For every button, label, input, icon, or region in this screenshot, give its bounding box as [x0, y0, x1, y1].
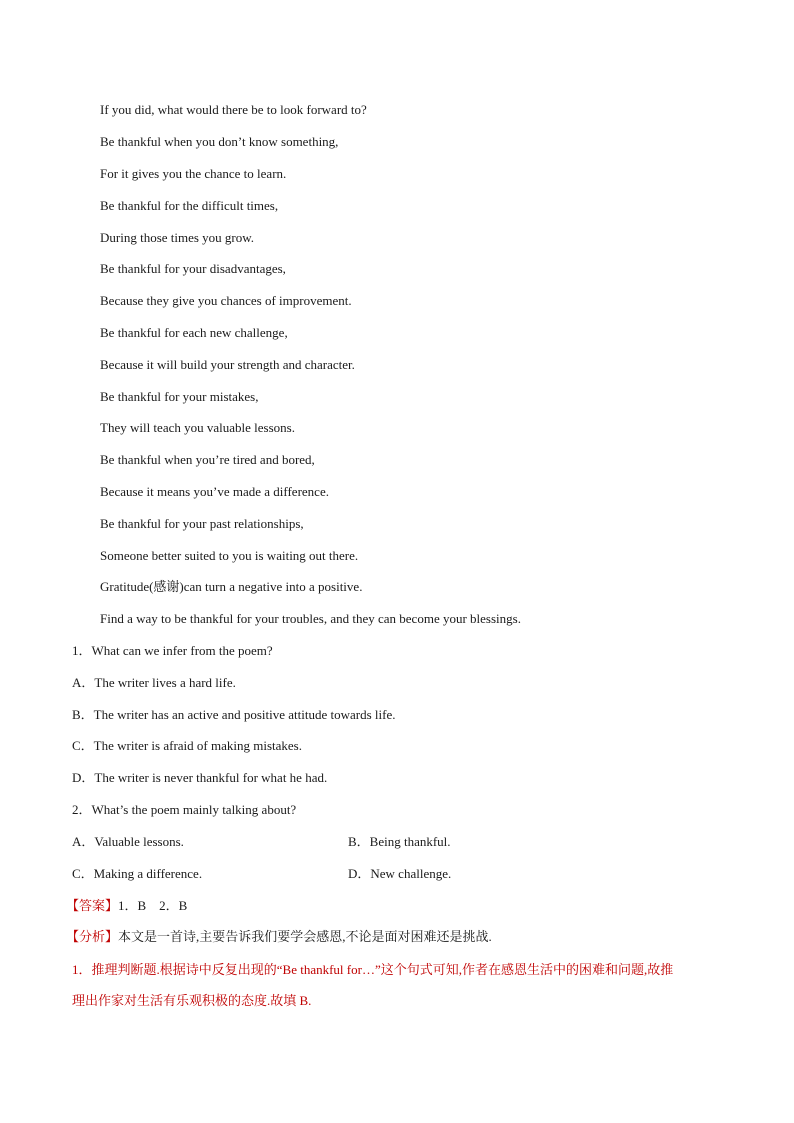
answer-row [66, 898, 187, 914]
poem-line: Because it means you’ve made a difference. [100, 484, 329, 499]
poem-line: Gratitude(感谢)can turn a negative into a positive. [100, 579, 363, 594]
poem-line: They will teach you valuable lessons. [100, 420, 295, 435]
poem-line: Someone better suited to you is waiting out there. [100, 548, 359, 563]
poem-line: Be thankful for your disadvantages, [100, 261, 286, 276]
poem-line: Be thankful when you don’t know something, [100, 134, 339, 149]
poem-line: Be thankful when you’re tired and bored, [100, 452, 315, 467]
question-2-option-c: C．Making a difference. [72, 866, 203, 881]
analysis-text: 本文是一首诗,主要告诉我们要学会感恩,不论是面对困难还是挑战. [118, 929, 492, 944]
question-2-option-b: B．Being thankful. [348, 834, 451, 849]
question-1-option-a: A．The writer lives a hard life. [72, 675, 236, 690]
poem-line: Be thankful for your mistakes, [100, 389, 259, 404]
poem-line: For it gives you the chance to learn. [100, 166, 287, 181]
poem-line: Because they give you chances of improvement. [100, 293, 352, 308]
question-2-option-a: A．Valuable lessons. [72, 834, 184, 849]
poem-line: Be thankful for your past relationships, [100, 516, 304, 531]
question-1-option-d: D．The writer is never thankful for what he had. [72, 770, 328, 785]
analysis-label: 【分析】 [66, 929, 119, 944]
answer-label: 【答案】 [66, 898, 119, 913]
analysis-detail-line-1: 1．推理判断题.根据诗中反复出现的“Be thankful for…”这个句式可知,作者在感恩生活中的困难和问题,故推 [72, 962, 674, 977]
poem-line: Be thankful for each new challenge, [100, 325, 288, 340]
analysis-row [66, 929, 492, 945]
question-2-stem: 2．What’s the poem mainly talking about? [72, 802, 297, 817]
poem-line: Be thankful for the difficult times, [100, 198, 279, 213]
question-1-option-b: B．The writer has an active and positive attitude towards life. [72, 707, 396, 722]
question-2-option-d: D．New challenge. [348, 866, 452, 881]
poem-line: Find a way to be thankful for your troubles, and they can become your blessings. [100, 611, 521, 626]
analysis-detail-line-2: 理出作家对生活有乐观积极的态度.故填 B. [72, 993, 312, 1008]
answer-text: 1．B 2．B [118, 898, 188, 913]
poem-line: If you did, what would there be to look forward to? [100, 102, 367, 117]
question-1-stem: 1．What can we infer from the poem? [72, 643, 273, 658]
poem-line: During those times you grow. [100, 230, 255, 245]
question-1-option-c: C．The writer is afraid of making mistakes. [72, 738, 302, 753]
poem-line: Because it will build your strength and character. [100, 357, 355, 372]
